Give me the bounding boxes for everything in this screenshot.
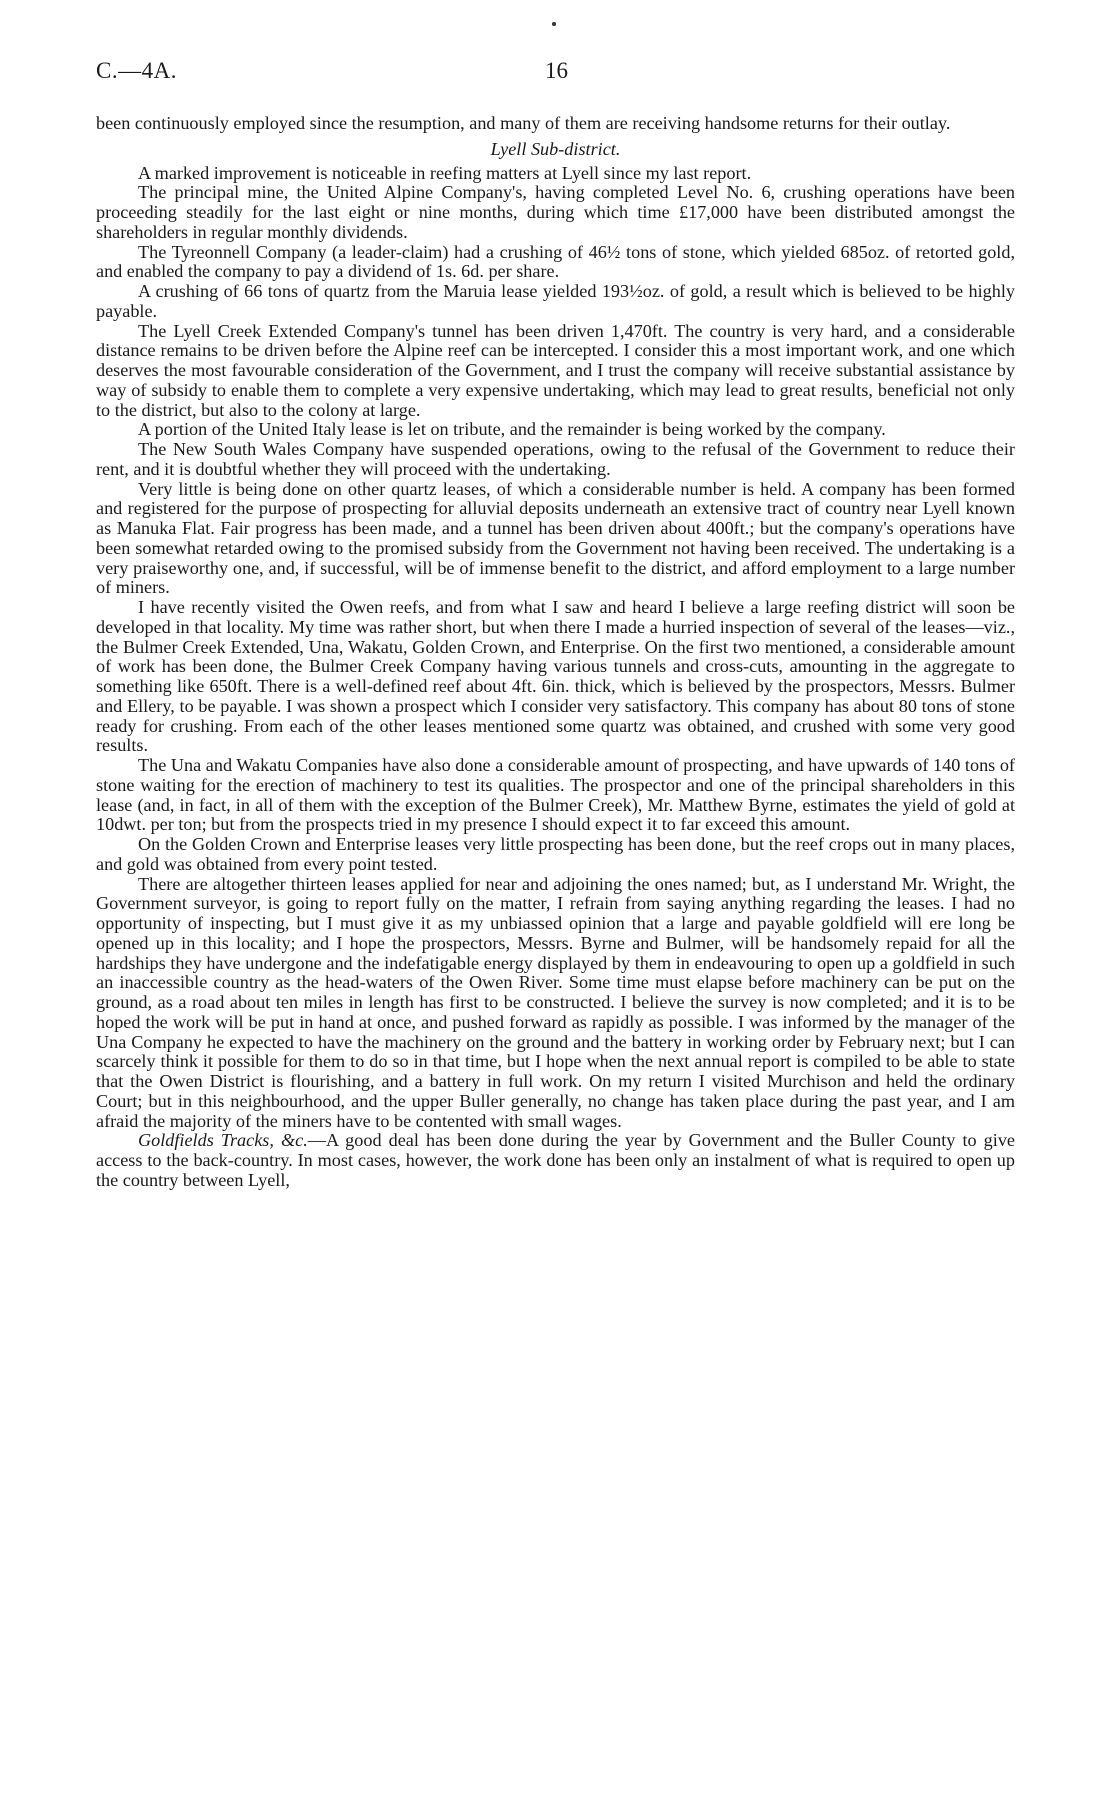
paragraph: A portion of the United Italy lease is let on tribute, and the remainder is being worked by the company. xyxy=(138,419,886,440)
top-dot-mark xyxy=(552,22,556,26)
final-paragraph-text: —A good deal has been done during the year by Government and the Buller County to give access to the back-country. In most cases, however, the work done has been only an instalment of what is required to open up the country between Lyell, xyxy=(96,1130,1015,1190)
paragraph: The Lyell Creek Extended Company's tunnel has been driven 1,470ft. The country is very hard, and a considerable distance remains to be driven before the Alpine reef can be intercepted. I consider this a most important work, and one which deserves the most favourable consideration of the Government, and I trust the company will receive substantial assistance by way of subsidy to enable them to complete a very expensive undertaking, which may lead to great results, beneficial not only to the district, but also to the colony at large. xyxy=(96,320,1015,420)
paragraph: The principal mine, the United Alpine Company's, having completed Level No. 6, crushing operations have been proceeding steadily for the last eight or nine months, during which time £17,000 have been distributed amongst the shareholders in regular monthly dividends. xyxy=(96,182,1015,242)
paragraph: The Una and Wakatu Companies have also done a considerable amount of prospecting, and have upwards of 140 tons of stone waiting for the erection of machinery to test its qualities. The prospector and one of the principal shareholders in this lease (and, in fact, in all of them with the exception of the Bulmer Creek), Mr. Matthew Byrne, estimates the yield of gold at 10dwt. per ton; but from the prospects tried in my presence I should expect it to far exceed this amount. xyxy=(96,755,1015,835)
body-text xyxy=(96,114,1015,1191)
page-number: 16 xyxy=(545,58,568,83)
document-reference: C.—4A. xyxy=(96,58,177,83)
final-paragraph-lead: Goldfields Tracks, &c. xyxy=(138,1130,308,1151)
paragraph: The Tyreonnell Company (a leader-claim) had a crushing of 46½ tons of stone, which yielded 685oz. of retorted gold, and enabled the company to pay a dividend of 1s. 6d. per share. xyxy=(96,241,1015,282)
paragraph: Very little is being done on other quartz leases, of which a considerable number is held. A company has been formed and registered for the purpose of prospecting for alluvial deposits underneath an extensive tract of country near Lyell known as Manuka Flat. Fair progress has been made, and a tunnel has been driven about 400ft.; but the company's operations have been somewhat retarded owing to the promised subsidy from the Government not having been received. The undertaking is a very praiseworthy one, and, if successful, will be of immense benefit to the district, and afford employment to a large number of miners. xyxy=(96,478,1015,598)
paragraph: A marked improvement is noticeable in reefing matters at Lyell since my last report. xyxy=(138,162,752,183)
paragraph: On the Golden Crown and Enterprise leases very little prospecting has been done, but the reef crops out in many places, and gold was obtained from every point tested. xyxy=(96,834,1015,874)
final-paragraph xyxy=(96,1131,1015,1190)
section-heading: Lyell Sub-district. xyxy=(490,138,621,159)
paragraph: I have recently visited the Owen reefs, and from what I saw and heard I believe a large reefing district will soon be developed in that locality. My time was rather short, but when there I made a hurried inspection of several of the leases—viz., the Bulmer Creek Extended, Una, Wakatu, Golden Crown, and Enterprise. On the first two mentioned, a considerable amount of work has been done, the Bulmer Creek Company having various tunnels and cross-cuts, amounting in the aggregate to something like 650ft. There is a well-defined reef about 4ft. 6in. thick, which is believed by the prospectors, Messrs. Bulmer and Ellery, to be payable. I was shown a prospect which I consider very satisfactory. This company has about 80 tons of stone ready for crushing. From each of the other leases mentioned some quartz was obtained, and crushed with some very good results. xyxy=(96,597,1015,756)
paragraph: The New South Wales Company have suspended operations, owing to the refusal of the Government to reduce their rent, and it is doubtful whether they will proceed with the undertaking. xyxy=(96,439,1015,479)
opening-paragraph: been continuously employed since the resumption, and many of them are receiving handsome returns for their outlay. xyxy=(96,113,951,133)
paragraph: A crushing of 66 tons of quartz from the Maruia lease yielded 193½oz. of gold, a result which is believed to be highly payable. xyxy=(96,281,1015,321)
paragraph: There are altogether thirteen leases applied for near and adjoining the ones named; but, as I understand Mr. Wright, the Government surveyor, is going to report fully on the matter, I refrain from saying anything regarding the leases. I had no opportunity of inspecting, but I must give it as my unbiassed opinion that a large and payable goldfield will ere long be opened up in this locality; and I hope the prospectors, Messrs. Byrne and Bulmer, will be handsomely repaid for all the hardships they have undergone and the indefatigable energy displayed by them in endeavouring to open up a goldfield in such an inaccessible country as the head-waters of the Owen River. Some time must elapse before machinery can be put on the ground, as a road about ten miles in length has first to be constructed. I believe the survey is now completed; and it is to be hoped the work will be put in hand at once, and pushed forward as rapidly as possible. I was informed by the manager of the Una Company he expected to have the machinery on the ground and the battery in working order by February next; but I can scarcely think it possible for them to do so in that time, but I hope when the next annual report is compiled to be able to state that the Owen District is flourishing, and a battery in full work. On my return I visited Murchison and held the ordinary Court; but in this neighbourhood, and the upper Buller generally, no change has taken place during the past year, and I am afraid the majority of the miners have to be contented with small wages. xyxy=(96,873,1015,1131)
paragraph-list xyxy=(96,164,1015,1132)
